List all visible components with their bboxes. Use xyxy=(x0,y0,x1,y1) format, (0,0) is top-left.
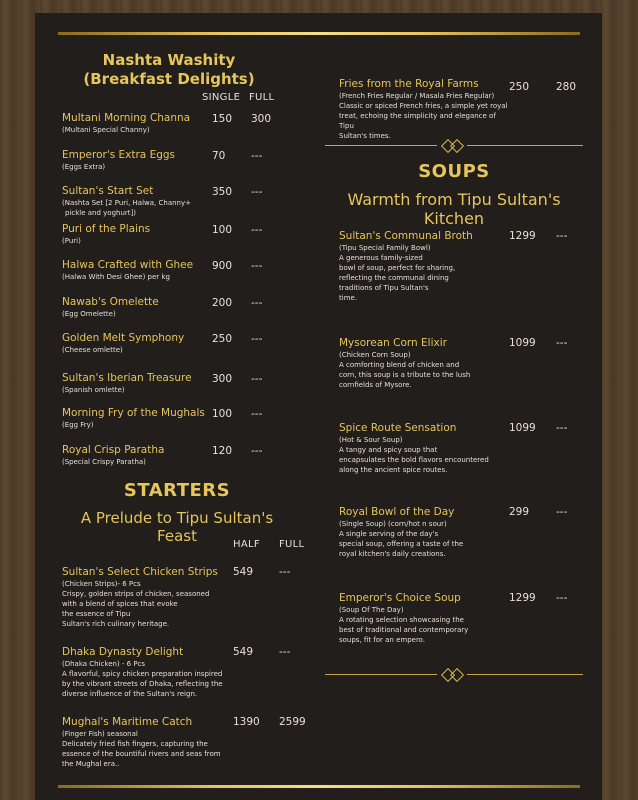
item-desc-1: treat, echoing the simplicity and elegance of Tipu xyxy=(339,112,496,130)
item-price-single: 200 xyxy=(212,297,233,309)
item-desc-2: soups, fit for an empero. xyxy=(339,636,426,644)
item-sub: (Finger Fish) seasonal xyxy=(62,730,138,738)
item-sub: (Puri) xyxy=(62,237,81,245)
item-price-single: 100 xyxy=(212,224,233,236)
item-price-full: --- xyxy=(279,566,291,578)
item-price-full: 2599 xyxy=(279,716,306,728)
list-item xyxy=(62,149,212,172)
item-price-half: 549 xyxy=(233,566,254,578)
item-desc-1: bowl of soup, perfect for sharing, xyxy=(339,264,456,272)
list-item xyxy=(62,332,212,355)
item-name: Halwa Crafted with Ghee xyxy=(62,259,194,271)
item-price-single: 900 xyxy=(212,260,233,272)
item-sub: (Egg Fry) xyxy=(62,421,94,429)
item-sub: (Dhaka Chicken) - 6 Pcs xyxy=(62,660,146,668)
item-desc-4: time. xyxy=(339,294,358,302)
list-item xyxy=(339,506,504,559)
item-price-2: --- xyxy=(556,592,568,604)
item-desc-2: diverse influence of the Sultan's reign. xyxy=(62,690,198,698)
list-item xyxy=(62,444,212,467)
item-sub: (Spanish omlette) xyxy=(62,386,125,394)
item-sub-2: pickle and yoghurt]) xyxy=(65,209,136,217)
item-price-full: --- xyxy=(251,150,263,162)
item-name: Dhaka Dynasty Delight xyxy=(62,646,184,658)
item-desc-1: essence of the bountiful rivers and seas from xyxy=(62,750,221,758)
item-desc-2: royal kitchen's daily creations. xyxy=(339,550,446,558)
item-name: Mysorean Corn Elixir xyxy=(339,337,447,349)
item-sub: (Multani Special Channy) xyxy=(62,126,150,134)
item-desc-1: corn, this soup is a tribute to the lush xyxy=(339,371,471,379)
item-desc-1: by the vibrant streets of Dhaka, reflecting the xyxy=(62,680,223,688)
item-price-single: 150 xyxy=(212,113,233,125)
item-price-half: 1390 xyxy=(233,716,260,728)
item-desc-2: cornfields of Mysore. xyxy=(339,381,412,389)
item-price-single: 300 xyxy=(212,373,233,385)
item-desc-1: encapsulates the bold flavors encountered xyxy=(339,456,489,464)
item-desc-0: A comforting blend of chicken and xyxy=(339,361,460,369)
item-price-full: --- xyxy=(251,186,263,198)
item-desc-0: A tangy and spicy soup that xyxy=(339,446,438,454)
item-desc-0: A rotating selection showcasing the xyxy=(339,616,464,624)
item-name: Golden Melt Symphony xyxy=(62,332,185,344)
item-price-full: --- xyxy=(251,373,263,385)
item-name: Royal Crisp Paratha xyxy=(62,444,165,456)
list-item xyxy=(62,372,212,395)
item-price-single: 350 xyxy=(212,186,233,198)
item-price-1: 1299 xyxy=(509,230,536,242)
item-sub: (Cheese omlette) xyxy=(62,346,123,354)
item-sub: (Tipu Special Family Bowl) xyxy=(339,244,431,252)
item-name: Sultan's Start Set xyxy=(62,185,154,197)
list-item xyxy=(62,185,212,218)
bottom-gold-border xyxy=(58,785,580,788)
item-name: Multani Morning Channa xyxy=(62,112,191,124)
list-item xyxy=(339,422,504,475)
item-price-half: 549 xyxy=(233,646,254,658)
item-price-2: --- xyxy=(556,337,568,349)
item-price-1: 1099 xyxy=(509,337,536,349)
item-price-2: --- xyxy=(556,230,568,242)
starters-title: STARTERS xyxy=(123,480,231,501)
item-desc-2: the Mughal era.. xyxy=(62,760,120,768)
item-sub: (Nashta Set [2 Puri, Halwa, Channy+ xyxy=(62,199,191,207)
ornament-divider xyxy=(325,141,583,151)
item-sub: (Special Crispy Paratha) xyxy=(62,458,146,466)
item-price-full: --- xyxy=(251,224,263,236)
list-item xyxy=(339,78,509,141)
item-price-full: --- xyxy=(251,297,263,309)
item-price-2: --- xyxy=(556,506,568,518)
item-desc-1: special soup, offering a taste of the xyxy=(339,540,464,548)
item-desc-2: Sultan's times. xyxy=(339,132,391,140)
item-price-2: 280 xyxy=(556,81,577,93)
item-desc-0: A flavorful, spicy chicken preparation inspired xyxy=(62,670,223,678)
item-name: Spice Route Sensation xyxy=(339,422,457,434)
item-sub: (Egg Omelette) xyxy=(62,310,116,318)
list-item xyxy=(339,230,504,303)
item-name: Sultan's Iberian Treasure xyxy=(62,372,192,384)
starters-header xyxy=(62,480,292,545)
item-price-1: 1099 xyxy=(509,422,536,434)
item-sub: (Chicken Corn Soup) xyxy=(339,351,411,359)
item-name: Puri of the Plains xyxy=(62,223,151,235)
item-desc-2: reflecting the communal dining xyxy=(339,274,449,282)
item-price-single: 100 xyxy=(212,408,233,420)
list-item xyxy=(62,407,212,430)
list-item xyxy=(62,566,232,629)
item-sub: (French Fries Regular / Masala Fries Regular) xyxy=(339,92,495,100)
item-price-full: --- xyxy=(251,445,263,457)
item-price-full: --- xyxy=(279,646,291,658)
item-name: Royal Bowl of the Day xyxy=(339,506,455,518)
item-price-single: 120 xyxy=(212,445,233,457)
soups-subtitle: Warmth from Tipu Sultan's Kitchen xyxy=(347,190,561,228)
ornament-divider-bottom xyxy=(325,670,583,680)
starters-col-half: HALF xyxy=(233,539,260,550)
item-price-full: --- xyxy=(251,260,263,272)
item-name: Nawab's Omelette xyxy=(62,296,159,308)
item-desc-0: A single serving of the day's xyxy=(339,530,439,538)
soups-header xyxy=(325,161,583,228)
item-name: Sultan's Select Chicken Strips xyxy=(62,566,218,578)
list-item xyxy=(62,223,212,246)
item-price-full: --- xyxy=(251,333,263,345)
item-name: Fries from the Royal Farms xyxy=(339,78,479,90)
item-desc-2: the essence of Tipu xyxy=(62,610,131,618)
list-item xyxy=(62,646,232,699)
item-desc-2: along the ancient spice routes. xyxy=(339,466,448,474)
item-sub: (Hot & Sour Soup) xyxy=(339,436,403,444)
breakfast-col-single: SINGLE xyxy=(202,92,241,103)
item-desc-0: A generous family-sized xyxy=(339,254,423,262)
breakfast-title-line2: (Breakfast Delights) xyxy=(83,70,255,88)
item-price-1: 250 xyxy=(509,81,530,93)
breakfast-col-full: FULL xyxy=(249,92,275,103)
top-gold-border xyxy=(58,32,580,35)
starters-col-full: FULL xyxy=(279,539,305,550)
item-price-single: 70 xyxy=(212,150,226,162)
item-price-full: --- xyxy=(251,408,263,420)
item-price-1: 1299 xyxy=(509,592,536,604)
item-sub: (Single Soup) (corn/hot n sour) xyxy=(339,520,447,528)
item-sub: (Soup Of The Day) xyxy=(339,606,404,614)
breakfast-title-line1: Nashta Washity xyxy=(102,51,236,69)
item-sub: (Chicken Strips)- 6 Pcs xyxy=(62,580,141,588)
item-price-1: 299 xyxy=(509,506,530,518)
item-price-single: 250 xyxy=(212,333,233,345)
soups-title: SOUPS xyxy=(418,161,490,182)
item-desc-0: Crispy, golden strips of chicken, seasoned xyxy=(62,590,210,598)
item-name: Mughal's Maritime Catch xyxy=(62,716,193,728)
item-desc-0: Classic or spiced French fries, a simple yet royal xyxy=(339,102,508,110)
item-desc-3: Sultan's rich culinary heritage. xyxy=(62,620,170,628)
item-price-full: 300 xyxy=(251,113,272,125)
item-desc-1: best of traditional and contemporary xyxy=(339,626,469,634)
item-name: Emperor's Choice Soup xyxy=(339,592,461,604)
list-item xyxy=(62,716,232,769)
list-item xyxy=(339,337,504,390)
item-sub: (Eggs Extra) xyxy=(62,163,106,171)
item-sub: (Halwa With Desi Ghee) per kg xyxy=(62,273,170,281)
item-price-2: --- xyxy=(556,422,568,434)
list-item xyxy=(62,259,212,282)
list-item xyxy=(339,592,504,645)
list-item xyxy=(62,296,212,319)
item-name: Sultan's Communal Broth xyxy=(339,230,473,242)
item-name: Morning Fry of the Mughals xyxy=(62,407,205,419)
starters-subtitle: A Prelude to Tipu Sultan's Feast xyxy=(80,509,274,545)
item-desc-3: traditions of Tipu Sultan's xyxy=(339,284,429,292)
breakfast-header xyxy=(62,51,276,89)
list-item xyxy=(62,112,212,135)
item-desc-1: with a blend of spices that evoke xyxy=(62,600,178,608)
item-name: Emperor's Extra Eggs xyxy=(62,149,175,161)
item-desc-0: Delicately fried fish fingers, capturing the xyxy=(62,740,208,748)
